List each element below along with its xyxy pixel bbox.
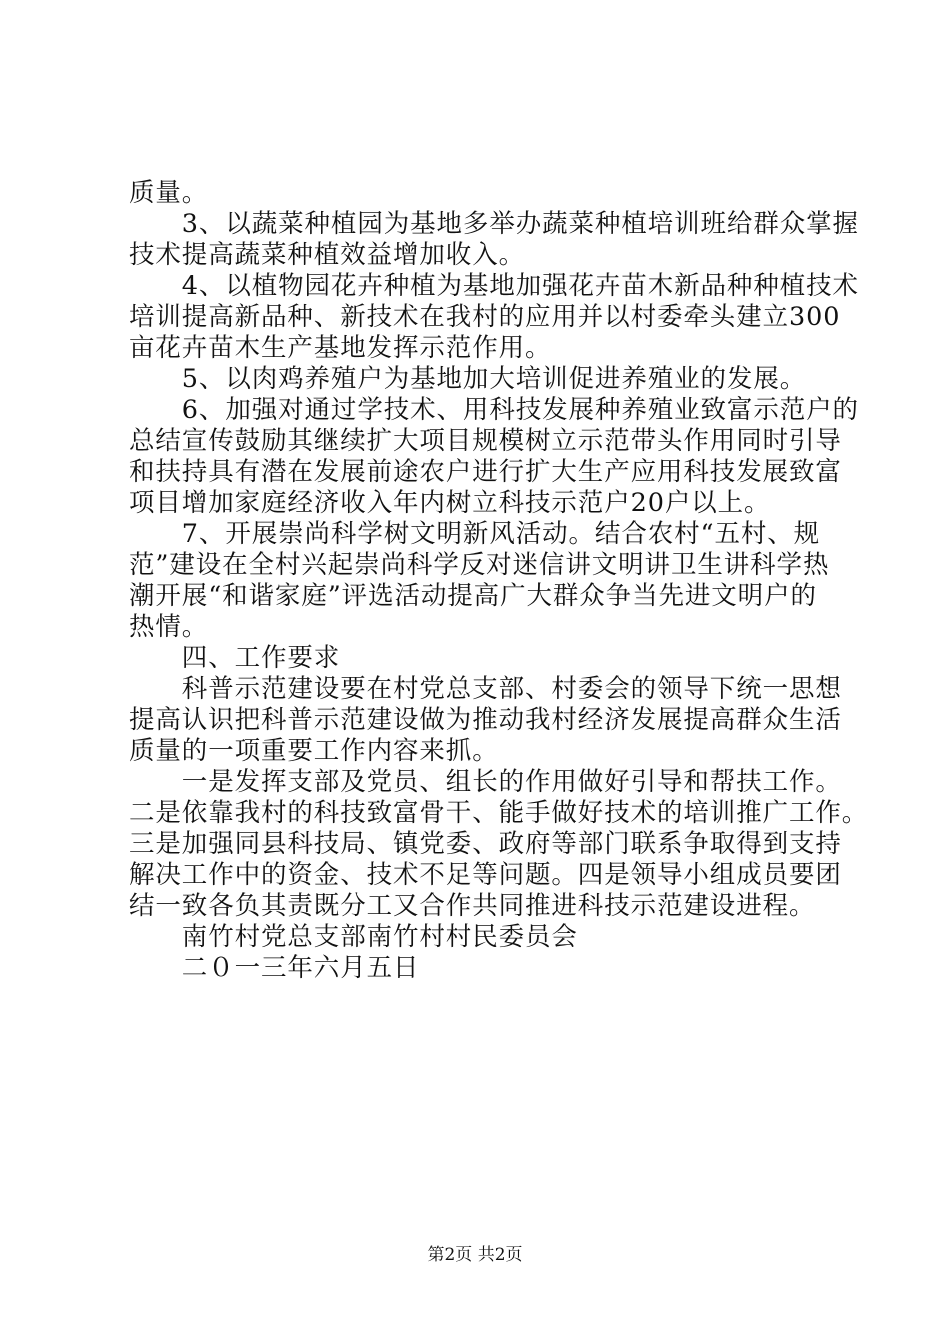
page-footer: 第2页 共2页 (427, 1245, 523, 1265)
body-line: 范”建设在全村兴起崇尚科学反对迷信讲文明讲卫生讲科学热 (129, 550, 830, 580)
body-line: 二是依靠我村的科技致富骨干、能手做好技术的培训推广工作。 (129, 798, 869, 828)
body-line: 项目增加家庭经济收入年内树立科技示范户20户以上。 (129, 488, 771, 518)
body-line: 解决工作中的资金、技术不足等问题。四是领导小组成员要团 (129, 860, 842, 890)
body-line: 三是加强同县科技局、镇党委、政府等部门联系争取得到支持 (129, 829, 842, 859)
body-line: 潮开展“和谐家庭”评选活动提高广大群众争当先进文明户的 (129, 581, 817, 611)
signature-organization: 南竹村党总支部南竹村村民委员会 (129, 922, 578, 952)
body-line: 热情。 (129, 612, 209, 642)
section-heading: 四、工作要求 (129, 643, 341, 673)
body-line: 3、以蔬菜种植园为基地多举办蔬菜种植培训班给群众掌握 (129, 209, 859, 239)
body-line: 6、加强对通过学技术、用科技发展种养殖业致富示范户的 (129, 395, 859, 425)
body-line: 结一致各负其责既分工又合作共同推进科技示范建设进程。 (129, 891, 816, 921)
signature-date: 二０一三年六月五日 (129, 953, 420, 983)
body-line: 质量。 (129, 178, 209, 208)
body-line: 亩花卉苗木生产基地发挥示范作用。 (129, 333, 552, 363)
body-line: 总结宣传鼓励其继续扩大项目规模树立示范带头作用同时引导 (129, 426, 842, 456)
body-line: 5、以肉鸡养殖户为基地加大培训促进养殖业的发展。 (129, 364, 807, 394)
body-line: 质量的一项重要工作内容来抓。 (129, 736, 499, 766)
body-line: 一是发挥支部及党员、组长的作用做好引导和帮扶工作。 (129, 767, 842, 797)
body-line: 培训提高新品种、新技术在我村的应用并以村委牵头建立300 (129, 302, 841, 332)
body-line: 科普示范建设要在村党总支部、村委会的领导下统一思想 (129, 674, 842, 704)
body-line: 7、开展崇尚科学树文明新风活动。结合农村“五村、规 (129, 519, 821, 549)
body-line: 4、以植物园花卉种植为基地加强花卉苗木新品种种植技术 (129, 271, 859, 301)
body-line: 和扶持具有潜在发展前途农户进行扩大生产应用科技发展致富 (129, 457, 842, 487)
body-line: 提高认识把科普示范建设做为推动我村经济发展提高群众生活 (129, 705, 842, 735)
body-line: 技术提高蔬菜种植效益增加收入。 (129, 240, 526, 270)
